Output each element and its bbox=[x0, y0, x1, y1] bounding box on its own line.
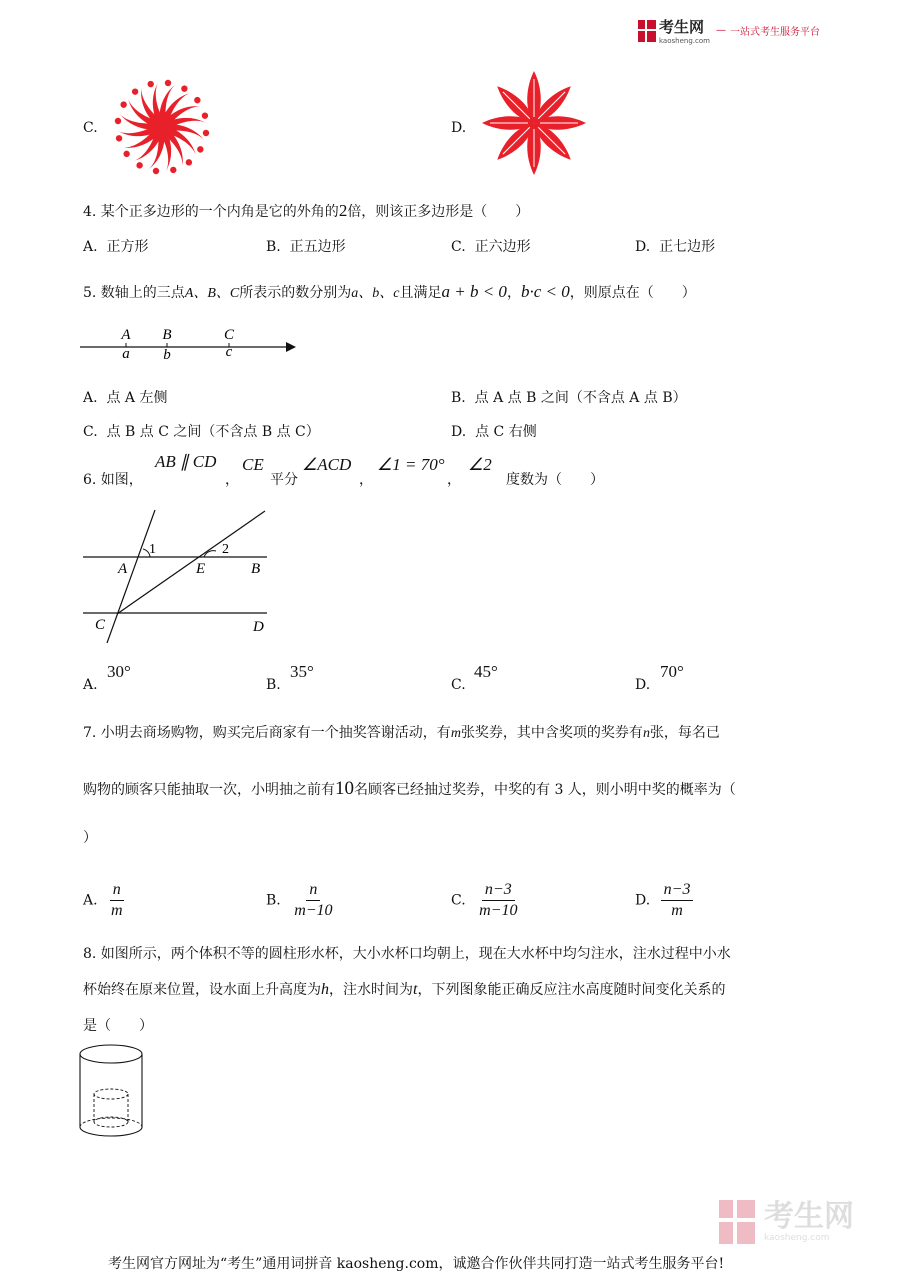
q3-option-d-label: D. bbox=[451, 120, 467, 136]
q6-angle-acd: ∠ACD bbox=[302, 455, 352, 474]
axis-label-b: b bbox=[163, 347, 171, 363]
q6-ab-parallel-cd: AB ∥ CD bbox=[155, 452, 217, 471]
point-D-label: D bbox=[253, 619, 264, 635]
q7-line-2: 购物的顾客只能抽取一次，小明抽之前有10名顾客已经抽过奖券，中奖的有 3 人，则小明中奖的概率为（ bbox=[83, 778, 736, 799]
axis-label-a: a bbox=[122, 346, 130, 362]
q6-option-a-value: 30° bbox=[107, 662, 131, 681]
kaosheng-logo-icon bbox=[638, 20, 656, 42]
angle-1-label: 1 bbox=[149, 542, 156, 557]
q7-c-numerator: n−3 bbox=[482, 880, 515, 901]
q6-comma-3: ， bbox=[447, 472, 461, 488]
point-B-label: B bbox=[251, 561, 261, 577]
q6-option-c-label: C. bbox=[451, 677, 466, 693]
arrow-icon bbox=[286, 342, 296, 352]
q7-line-1: 7. 小明去商场购物，购买完后商家有一个抽奖答谢活动，有m张奖券，其中含奖项的奖券有n张，每名已 bbox=[83, 725, 720, 741]
q6-stem-start: 6. 如图， bbox=[83, 472, 143, 488]
axis-label-B: B bbox=[162, 327, 172, 343]
q7-b-numerator: n bbox=[306, 880, 320, 901]
point-E-label: E bbox=[196, 561, 206, 577]
point-C-label: C bbox=[95, 617, 106, 633]
q7-line-3: ） bbox=[83, 830, 97, 846]
q6-comma-1: ， bbox=[225, 472, 239, 488]
q6-option-b-label: B. bbox=[266, 677, 281, 693]
q6-angle-1: ∠1 = 70° bbox=[377, 455, 445, 474]
angle-2-label: 2 bbox=[222, 542, 229, 557]
q3-option-c-label: C. bbox=[83, 120, 98, 136]
q4-option-d: D. 正七边形 bbox=[635, 239, 716, 255]
q6-comma-2: ， bbox=[359, 472, 373, 488]
q7-option-c: C. $\frac{n-3}{m-10}$ bbox=[451, 880, 520, 921]
q7-d-numerator: n−3 bbox=[661, 880, 694, 901]
q7-a-numerator: n bbox=[110, 880, 124, 901]
cylinder-cups-figure bbox=[78, 1040, 148, 1144]
q6-angle-2: ∠2 bbox=[468, 455, 492, 474]
q6-ce: CE bbox=[242, 455, 264, 474]
footer-text: 考生网官方网址为“考生”通用词拼音 kaosheng.com，诚邀合作伙伴共同打造一站式考生服务平台! bbox=[108, 1256, 725, 1272]
q5-option-c: C. 点 B 点 C 之间（不含点 B 点 C） bbox=[83, 424, 320, 440]
q8-line-3: 是（ ） bbox=[83, 1018, 153, 1034]
q7-d-denominator: m bbox=[671, 902, 683, 919]
q4-option-b: B. 正五边形 bbox=[266, 239, 346, 255]
axis-label-C: C bbox=[223, 327, 235, 343]
q6-stem-end: 度数为（ ） bbox=[506, 472, 604, 488]
header-logo: 考生网 kaosheng.com — 一站式考生服务平台 bbox=[638, 16, 820, 45]
pinwheel-flower-figure bbox=[110, 75, 214, 179]
q5-option-d: D. 点 C 右侧 bbox=[451, 424, 537, 440]
axis-label-A: A bbox=[121, 327, 131, 343]
number-line-figure bbox=[80, 322, 302, 364]
q6-option-d-label: D. bbox=[635, 677, 651, 693]
q4-stem: 4. 某个正多边形的一个内角是它的外角的2倍，则该正多边形是（ ） bbox=[83, 201, 530, 220]
watermark-logo-icon bbox=[716, 1200, 758, 1244]
q8-line-1: 8. 如图所示，两个体积不等的圆柱形水杯，大小水杯口均朝上，现在大水杯中均匀注水，注水过程中小水 bbox=[83, 946, 731, 962]
q5-stem: 5. 数轴上的三点A、B、C所表示的数分别为a、b、c且满足a + b < 0，b·c < 0，则原点在（ ） bbox=[83, 282, 696, 301]
q7-option-b: B. $\frac{n}{m-10}$ bbox=[266, 880, 336, 921]
q6-option-d-value: 70° bbox=[660, 662, 684, 681]
q6-option-a-label: A. bbox=[83, 677, 98, 693]
q6-option-c-value: 45° bbox=[474, 662, 498, 681]
axis-label-c: c bbox=[225, 344, 233, 360]
logo-text: 考生网 bbox=[659, 18, 705, 36]
q7-option-d: D. $\frac{n-3}{m}$ bbox=[635, 880, 693, 921]
q4-option-c: C. 正六边形 bbox=[451, 239, 531, 255]
parallel-lines-figure bbox=[80, 505, 280, 645]
q6-option-b-value: 35° bbox=[290, 662, 314, 681]
q5-option-b: B. 点 A 点 B 之间（不含点 A 点 B） bbox=[451, 390, 687, 406]
q7-a-denominator: m bbox=[111, 902, 123, 919]
watermark-sub: kaosheng.com bbox=[764, 1233, 830, 1243]
q7-option-a: A. $\frac{n}{m}$ bbox=[83, 880, 126, 921]
watermark-text: 考生网 bbox=[764, 1199, 854, 1234]
watermark bbox=[716, 1200, 854, 1244]
q8-line-2: 杯始终在原来位置，设水面上升高度为h，注水时间为t，下列图象能正确反应注水高度随时间变化关系的 bbox=[83, 981, 726, 998]
q7-c-denominator: m−10 bbox=[479, 902, 518, 919]
q7-b-denominator: m−10 bbox=[294, 902, 333, 919]
q6-bisects: 平分 bbox=[270, 472, 298, 488]
header-slogan: 一站式考生服务平台 bbox=[729, 27, 820, 38]
q4-option-a: A. 正方形 bbox=[83, 239, 149, 255]
point-A-label: A bbox=[118, 561, 128, 577]
petal-flower-figure bbox=[481, 70, 587, 176]
logo-sub: kaosheng.com bbox=[659, 37, 710, 45]
q5-option-a: A. 点 A 左侧 bbox=[83, 390, 168, 406]
